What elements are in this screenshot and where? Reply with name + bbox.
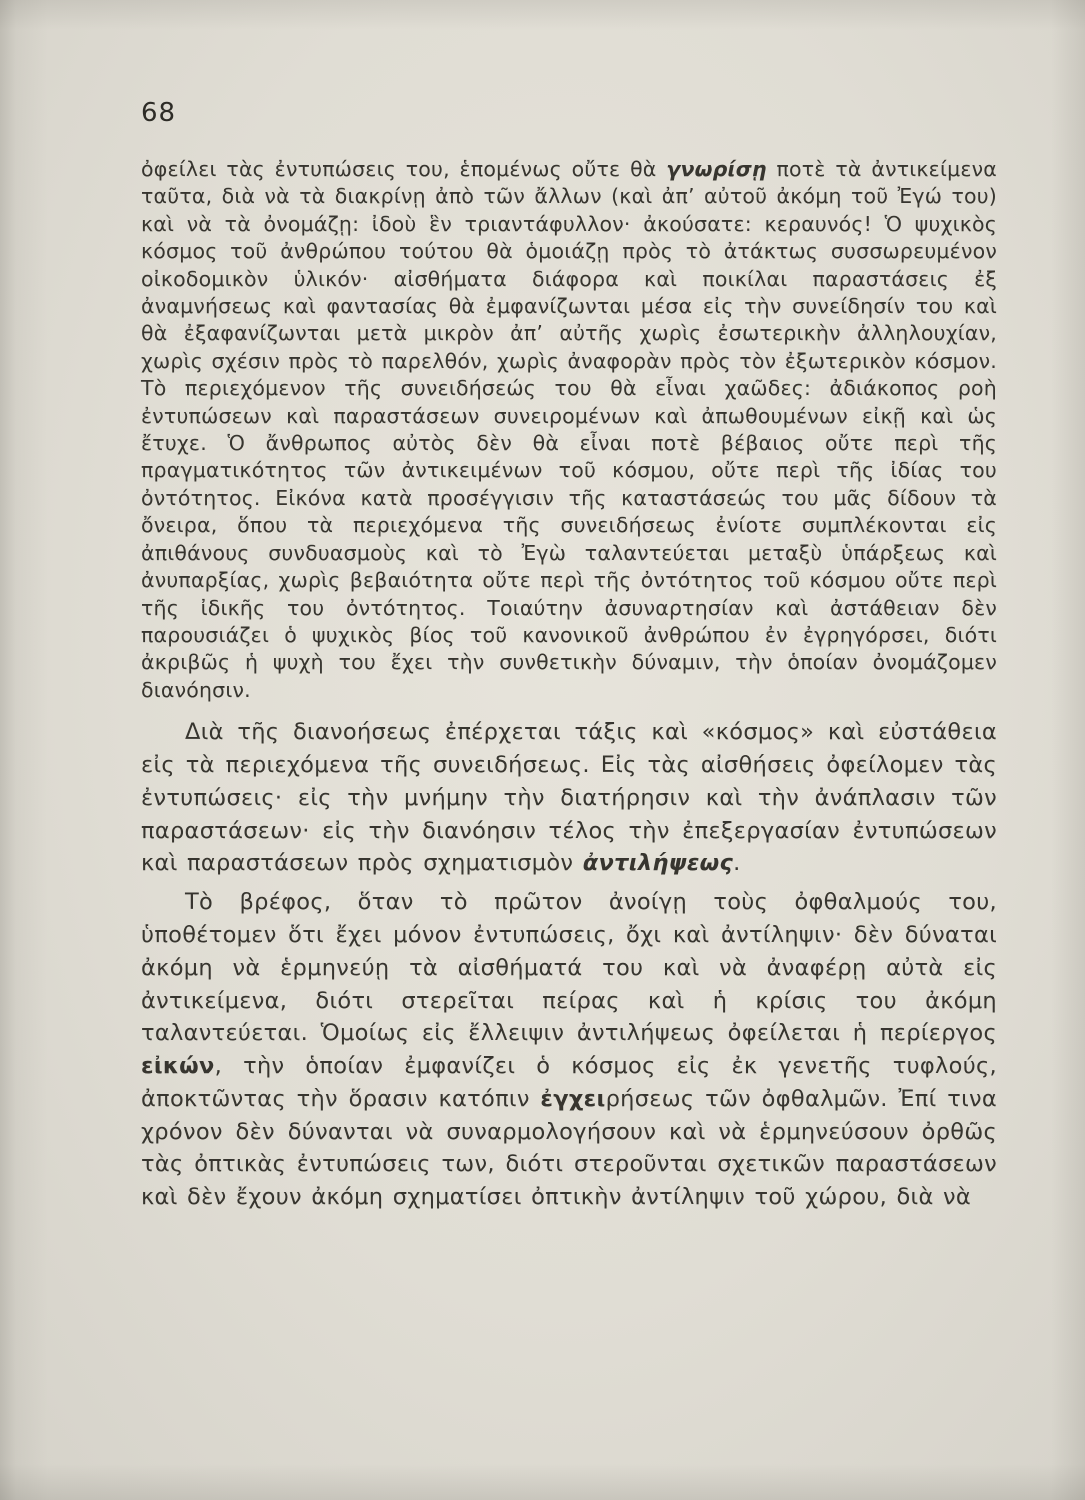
emphasized-term: εἰκών [141, 1053, 215, 1080]
body-text [141, 156, 997, 1214]
text-segment: ρήσεως τῶν ὀφθαλμῶν. Ἐπί τινα χρόνον δὲν δύνανται νὰ συναρμολογήσουν καὶ νὰ ἑρμηνεύσουν ὀρθῶς τὰς ὀπτικὰς ἐντυπώσεις των, διότι στεροῦνται σχετικῶν παραστάσεων καὶ δὲν ἔχουν ἀκόμη σχηματίσει ὀπτικὴν ἀντίληψιν τοῦ χώρου, διὰ νὰ [141, 1085, 997, 1211]
text-segment: Διὰ τῆς διανοήσεως ἐπέρχεται τάξις καὶ «κόσμος» καὶ εὐστάθεια εἰς τὰ περιεχόμενα τῆς συνειδήσεως. Εἰς τὰς αἰσθήσεις ὀφείλομεν τὰς ἐντυπώσεις· εἰς τὴν μνήμην τὴν διατήρησιν καὶ τὴν ἀνάπλασιν τῶν παραστάσεων· εἰς τὴν διανόησιν τέλος τὴν ἐπεξεργασίαν ἐντυπώσεων καὶ παραστάσεων πρὸς σχηματισμὸν [141, 719, 997, 877]
text-segment: , τὴν ὁποίαν ἐμφανίζει ὁ κόσμος εἰς ἐκ γενετῆς τυφλούς, ἀποκτῶντας τὴν ὅρασιν κατόπιν [141, 1053, 997, 1112]
text-segment: ποτὲ τὰ ἀντικείμενα ταῦτα, διὰ νὰ τὰ διακρίνῃ ἀπὸ τῶν ἄλλων (καὶ ἀπ’ αὐτοῦ ἀκόμη τοῦ Ἐγώ του) καὶ νὰ τὰ ὀνομάζῃ: ἰδοὺ ἓν τριαντάφυλλον· ἀκούσατε: κεραυνός! Ὁ ψυχικὸς κόσμος τοῦ ἀνθρώπου τούτου θὰ ὁμοιάζῃ πρὸς τὸ ἀτάκτως συσσωρευμένον οἰκοδομικὸν ὑλικόν· αἰσθήματα διάφορα καὶ ποικίλαι παραστάσεις ἐξ ἀναμνήσεως καὶ φαντασίας θὰ ἐμφανίζωνται μέσα εἰς τὴν συνείδησίν του καὶ θὰ ἐξαφανίζωνται μετὰ μικρὸν ἀπ’ αὐτῆς χωρὶς ἐσωτερικὴν ἀλληλουχίαν, χωρὶς σχέσιν πρὸς τὸ παρελθόν, χωρὶς ἀναφορὰν πρὸς τὸν ἐξωτερικὸν κόσμον. Τὸ περιεχόμενον τῆς συνειδήσεώς του θὰ εἶναι χαῶδες: ἀδιάκοπος ροὴ ἐντυπώσεων καὶ παραστάσεων συνειρομένων καὶ ἀπωθουμένων εἰκῇ καὶ ὡς ἔτυχε. Ὁ ἄνθρωπος αὐτὸς δὲν θὰ εἶναι ποτὲ βέβαιος οὔτε περὶ τῆς πραγματικότητος τῶν ἀντικειμένων τοῦ κόσμου, οὔτε περὶ τῆς ἰδίας του ὀντότητος. Εἰκόνα κατὰ προσέγγισιν τῆς καταστάσεώς του μᾶς δίδουν τὰ ὄνειρα, ὅπου τὰ περιεχόμενα τῆς συνειδήσεως ἐνίοτε συμπλέκονται εἰς ἀπιθάνους συνδυασμοὺς καὶ τὸ Ἐγὼ ταλαντεύεται μεταξὺ ὑπάρξεως καὶ ἀνυπαρξίας, χωρὶς βεβαιότητα οὔτε περὶ τῆς ὀντότητος τοῦ κόσμου οὔτε περὶ τῆς ἰδικῆς του ὀντότητος. Τοιαύτην ἀσυναρτησίαν καὶ ἀστάθειαν δὲν παρουσιάζει ὁ ψυχικὸς βίος τοῦ κανονικοῦ ἀνθρώπου ἐν ἐγρηγόρσει, διότι ἀκριβῶς ἡ ψυχὴ του ἔχει τὴν συνθετικὴν δύναμιν, τὴν ὁποίαν ὀνομάζομεν διανόησιν. [141, 157, 997, 702]
text-segment: ὀφείλει τὰς ἐντυπώσεις του, ἑπομένως οὔτε θὰ [141, 157, 667, 181]
page-number: 68 [141, 98, 177, 128]
paragraph [141, 716, 997, 880]
paragraph [141, 886, 997, 1214]
text-segment: Τὸ βρέφος, ὅταν τὸ πρῶτον ἀνοίγῃ τοὺς ὀφθαλμούς του, ὑποθέτομεν ὅτι ἔχει μόνον ἐντυπώσεις, ὄχι καὶ ἀντίληψιν· δὲν δύναται ἀκόμη νὰ ἑρμηνεύῃ τὰ αἰσθήματά του καὶ νὰ ἀναφέρῃ αὐτὰ εἰς ἀντικείμενα, διότι στερεῖται πείρας καὶ ἡ κρίσις του ἀκόμη ταλαντεύεται. Ὁμοίως εἰς ἔλλειψιν ἀντιλήψεως ὀφείλεται ἡ περίεργος [141, 889, 997, 1047]
emphasized-term: ἐγχει [540, 1085, 606, 1112]
emphasized-term: γνωρίσῃ [666, 157, 767, 181]
text-segment: . [733, 850, 741, 877]
emphasized-term: ἀντιλήψεως [582, 850, 734, 877]
paragraph [141, 156, 997, 704]
